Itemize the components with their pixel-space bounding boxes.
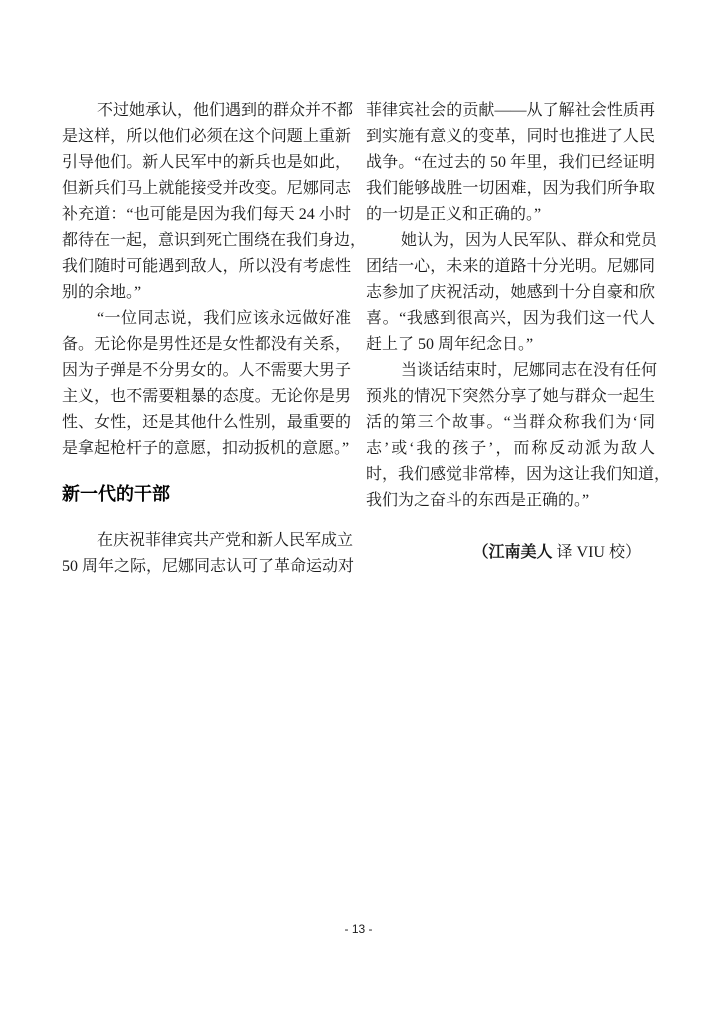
text-line: 她认为，因为人民军队、群众和党员 — [401, 232, 658, 249]
text-line: 喜。“我感到很高兴，因为我们这一代人 — [366, 310, 655, 327]
text-line: 菲律宾社会的贡献——从了解社会性质再 — [366, 102, 655, 119]
paragraph-lines — [62, 98, 367, 462]
text-line: 的一切是正义和正确的。” — [366, 206, 542, 223]
section-heading: 新一代的干部 — [62, 484, 170, 504]
text-line: 我们能够战胜一切困难，因为我们所争取 — [366, 180, 655, 197]
text-line: 志参加了庆祝活动，她感到十分自豪和欣 — [366, 284, 655, 301]
text-line: 是拿起枪杆子的意愿，扣动扳机的意愿。” — [62, 440, 350, 457]
text-line: 赶上了 50 周年纪念日。” — [366, 336, 534, 353]
text-line: 不过她承认，他们遇到的群众并不都 — [97, 102, 354, 119]
text-line: 因为子弹是不分男女的。人不需要大男子 — [62, 362, 351, 379]
text-line: 战争。“在过去的 50 年里，我们已经证明 — [366, 154, 655, 171]
right-column — [366, 98, 671, 580]
text-line: 活的第三个故事。“当群众称我们为‘同 — [366, 414, 655, 431]
text-line: 时，我们感觉非常棒，因为这让我们知道， — [366, 466, 671, 483]
text-line: 到实施有意义的变革，同时也推进了人民 — [366, 128, 655, 145]
translator-note: 译 VIU 校） — [552, 544, 641, 561]
text-line: 我们为之奋斗的东西是正确的。” — [366, 492, 590, 509]
text-line: 预兆的情况下突然分享了她与群众一起生 — [366, 388, 655, 405]
two-column-text — [62, 98, 671, 580]
page-number: - 13 - — [344, 922, 373, 936]
text-line: 备。无论你是男性还是女性都没有关系， — [62, 336, 351, 353]
left-column — [62, 98, 367, 580]
text-line: 引导他们。新人民军中的新兵也是如此， — [62, 154, 351, 171]
translator-credit — [366, 540, 655, 566]
paragraph-lines — [366, 98, 671, 514]
text-line: 团结一心，未来的道路十分光明。尼娜同 — [366, 258, 655, 275]
text-line: 别的余地。” — [62, 284, 142, 301]
text-line: 志’或‘我的孩子’，而称反动派为敌人 — [366, 440, 655, 457]
translator-name: （江南美人 — [472, 544, 553, 561]
text-line: 我们随时可能遇到敌人，所以没有考虑性 — [62, 258, 351, 275]
text-line: 在庆祝菲律宾共产党和新人民军成立 — [97, 532, 354, 549]
text-line: 50 周年之际，尼娜同志认可了革命运动对 — [62, 558, 355, 575]
text-line: 是这样，所以他们必须在这个问题上重新 — [62, 128, 351, 145]
paragraph-lines — [62, 528, 355, 580]
text-line: 但新兵们马上就能接受并改变。尼娜同志 — [62, 180, 351, 197]
text-line: 都待在一起，意识到死亡围绕在我们身边， — [62, 232, 367, 249]
text-line: 性、女性，还是其他什么性别，最重要的 — [62, 414, 351, 431]
text-line: 当谈话结束时，尼娜同志在没有任何 — [401, 362, 658, 379]
text-line: “一位同志说，我们应该永远做好准 — [97, 310, 351, 327]
text-line: 主义，也不需要粗暴的态度。无论你是男 — [62, 388, 351, 405]
text-line: 补充道：“也可能是因为我们每天 24 小时 — [62, 206, 351, 223]
